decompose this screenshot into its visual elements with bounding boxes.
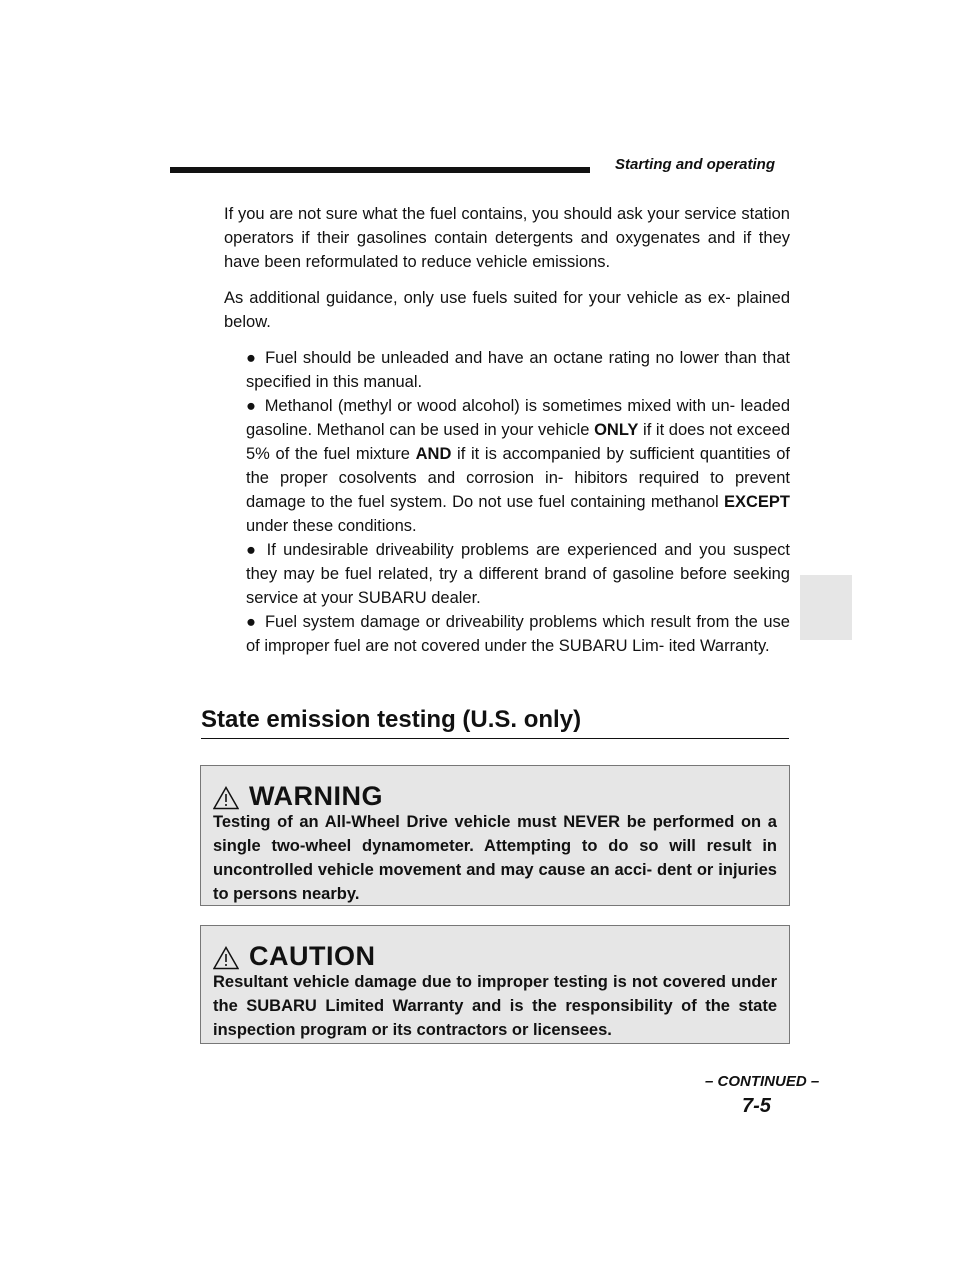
caution-text: Resultant vehicle damage due to improper testing is not covered under the SUBARU Limited Warranty and is the responsibility of the state inspection program or its contractors or licensees.: [213, 973, 777, 1039]
list-item-text: Fuel system damage or driveability problems which result from the use of improper fuel are not covered under the SUBARU Lim- ited Warranty.: [246, 613, 790, 655]
list-item-text: If undesirable driveability problems are experienced and you suspect they may be fuel related, try a different brand of gasoline before seeking service at your SUBARU dealer.: [246, 541, 790, 607]
list-item-text: Fuel should be unleaded and have an octane rating no lower than that specified in this manual.: [246, 349, 790, 391]
page-number: 7-5: [742, 1095, 771, 1117]
list-item: [246, 538, 790, 610]
warning-header: [213, 776, 777, 810]
caution-box: [200, 925, 790, 1044]
body-text: [224, 202, 790, 658]
bullet-icon: ●: [246, 349, 258, 367]
warning-triangle-icon: [213, 946, 239, 970]
warning-text: Testing of an All-Wheel Drive vehicle must NEVER be performed on a single two-wheel dynamometer. Attempting to do so will result in uncontrolled vehicle movement and may cause an acci- dent or injuries to persons nearby.: [213, 813, 777, 903]
section-rule: [201, 738, 789, 739]
caution-label: CAUTION: [249, 941, 376, 971]
bullet-icon: ●: [246, 397, 257, 415]
caution-header: [213, 936, 777, 970]
emphasis: AND: [415, 445, 452, 463]
list-item-text: under these conditions.: [246, 517, 417, 535]
fuel-guidance-list: [246, 346, 790, 658]
list-item-text: if it is accompanied by sufficient quantities of the proper cosolvents and corrosion in- hibitors required to prevent damage to the fuel system. Do not use fuel containing methanol: [246, 445, 790, 511]
paragraph: If you are not sure what the fuel contains, you should ask your service station operators if their gasolines contain detergents and oxygenates and if they have been reformulated to reduce vehicle emissions.: [224, 205, 790, 271]
warning-box: [200, 765, 790, 906]
warning-label: WARNING: [249, 781, 383, 811]
continued-marker: – CONTINUED –: [705, 1073, 820, 1090]
bullet-icon: ●: [246, 613, 257, 631]
paragraph: As additional guidance, only use fuels suited for your vehicle as ex- plained below.: [224, 289, 790, 331]
emphasis: ONLY: [594, 421, 639, 439]
chapter-side-tab: [800, 575, 852, 640]
header-rule: [170, 167, 590, 173]
running-header: Starting and operating: [615, 156, 776, 173]
warning-triangle-icon: [213, 786, 239, 810]
section-heading: State emission testing (U.S. only): [201, 706, 582, 733]
bullet-icon: ●: [246, 541, 259, 559]
list-item: [246, 394, 790, 538]
list-item-text: if it does not exceed 5% of the fuel mixture: [246, 421, 790, 463]
list-item: [246, 610, 790, 658]
list-item: [246, 346, 790, 394]
emphasis: EXCEPT: [723, 493, 790, 511]
list-item-text: Methanol (methyl or wood alcohol) is sometimes mixed with un- leaded gasoline. Methanol can be used in your vehicle: [246, 397, 790, 439]
